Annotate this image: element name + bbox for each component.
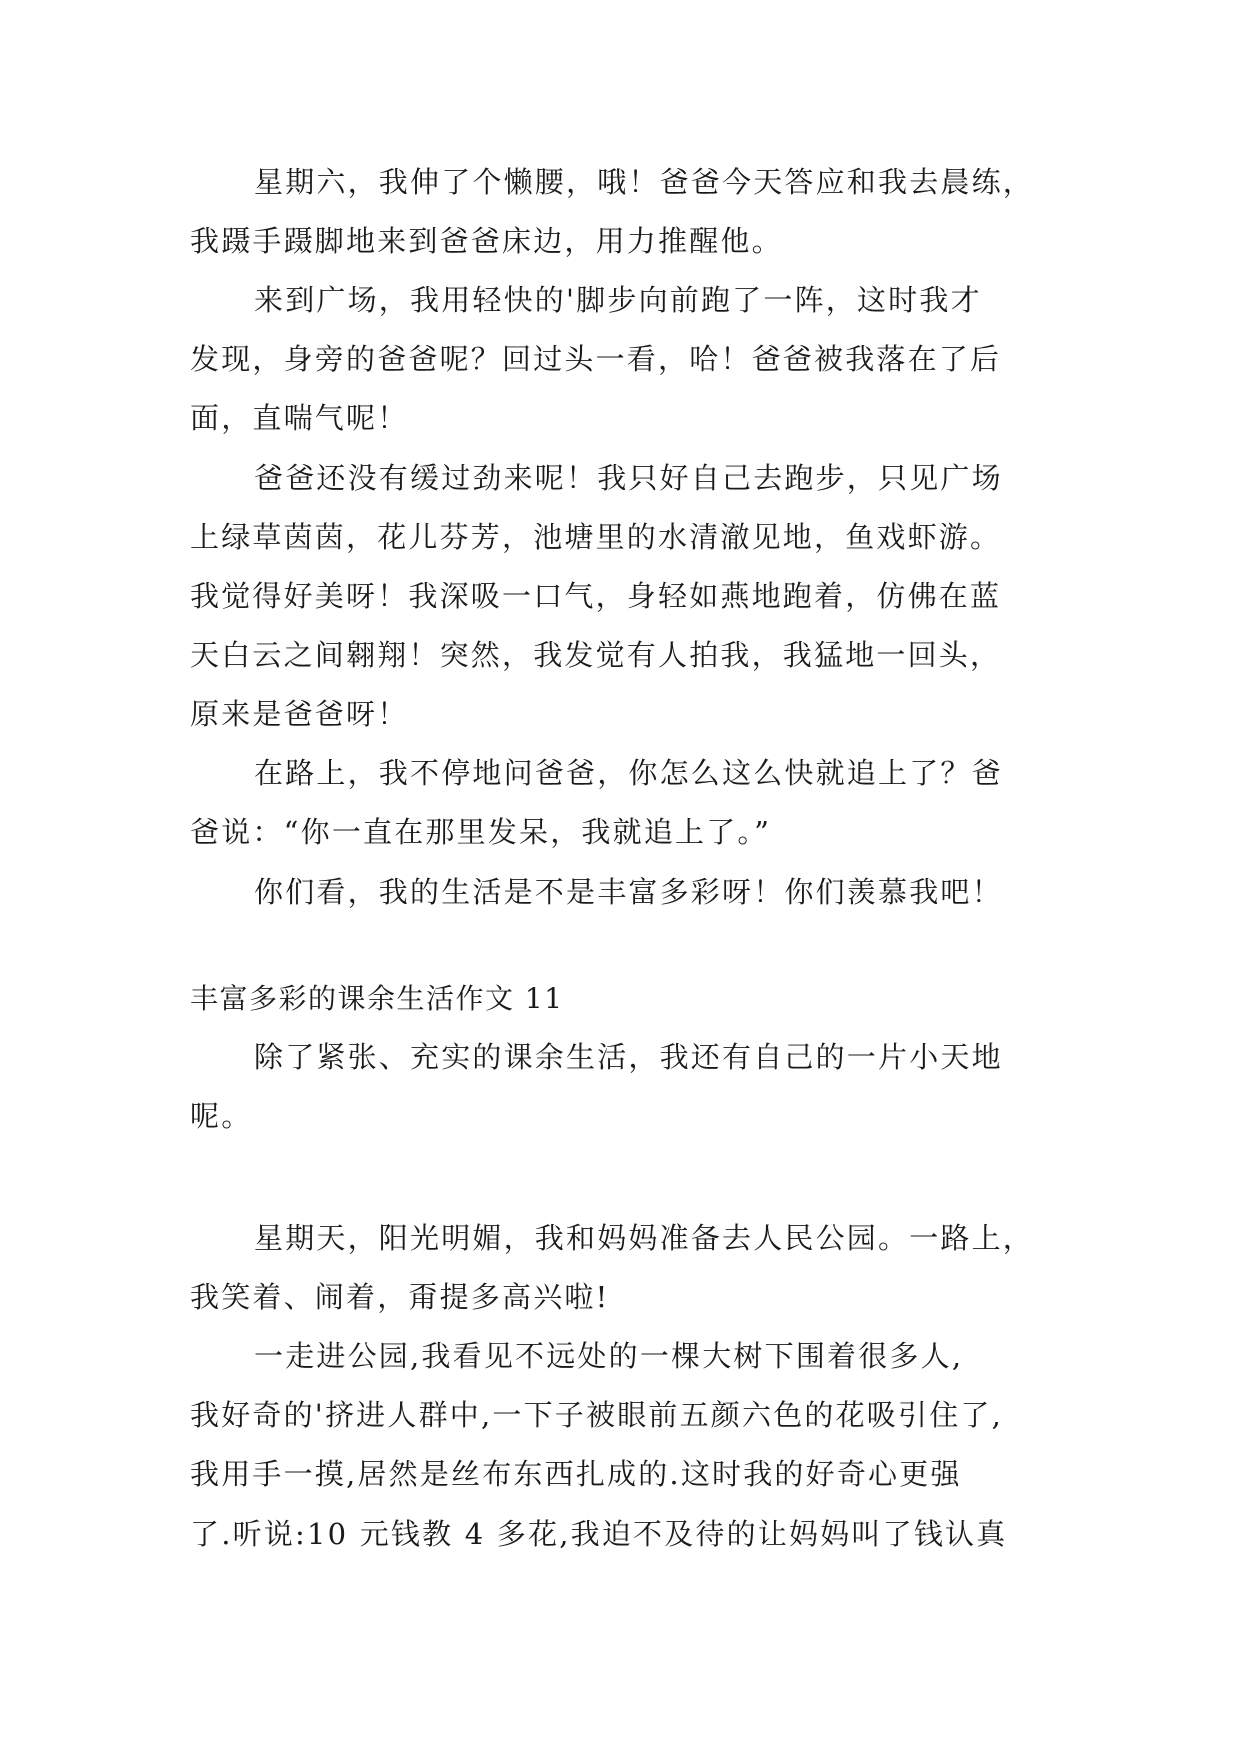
paragraph-line: 原来是爸爸呀！ [190,697,409,731]
paragraph-line: 在路上，我不停地问爸爸，你怎么这么快就追上了？爸 [254,756,1003,790]
paragraph-line: 发现，身旁的爸爸呢？回过头一看，哈！爸爸被我落在了后 [190,342,1002,376]
paragraph-line: 你们看，我的生活是不是丰富多彩呀！你们羡慕我吧！ [254,875,1003,909]
paragraph-line: 了.听说:10 元钱教 4 多花,我迫不及待的让妈妈叫了钱认真 [190,1517,1008,1551]
paragraph-line: 我好奇的'挤进人群中,一下子被眼前五颜六色的花吸引住了, [190,1398,1004,1432]
section-heading: 丰富多彩的课余生活作文 11 [190,982,564,1015]
paragraph-line: 呢。 [190,1099,253,1133]
paragraph-line: 星期天，阳光明媚，我和妈妈准备去人民公园。一路上， [254,1221,1035,1255]
paragraph-line: 爸说：“你一直在那里发呆，我就追上了。” [190,815,772,849]
paragraph-line: 我笑着、闹着，甭提多高兴啦! [190,1280,610,1314]
paragraph-line: 一走进公园,我看见不远处的一棵大树下围着很多人, [254,1339,964,1373]
paragraph-line: 我用手一摸,居然是丝布东西扎成的.这时我的好奇心更强 [190,1457,962,1491]
paragraph-line: 我觉得好美呀！我深吸一口气，身轻如燕地跑着，仿佛在蓝 [190,579,1002,613]
paragraph-line: 星期六，我伸了个懒腰，哦！爸爸今天答应和我去晨练， [254,165,1035,199]
paragraph-line: 上绿草茵茵，花儿芬芳，池塘里的水清澈见地，鱼戏虾游。 [190,520,1002,554]
paragraph-line: 爸爸还没有缓过劲来呢！我只好自己去跑步，只见广场 [254,461,1003,495]
paragraph-line: 除了紧张、充实的课余生活，我还有自己的一片小天地 [254,1040,1003,1074]
paragraph-line: 面，直喘气呢！ [190,401,409,435]
paragraph-line: 天白云之间翱翔！突然，我发觉有人拍我，我猛地一回头， [190,638,1002,672]
paragraph-line: 我蹑手蹑脚地来到爸爸床边，用力推醒他。 [190,224,783,258]
paragraph-line: 来到广场，我用轻快的'脚步向前跑了一阵，这时我才 [254,283,982,317]
